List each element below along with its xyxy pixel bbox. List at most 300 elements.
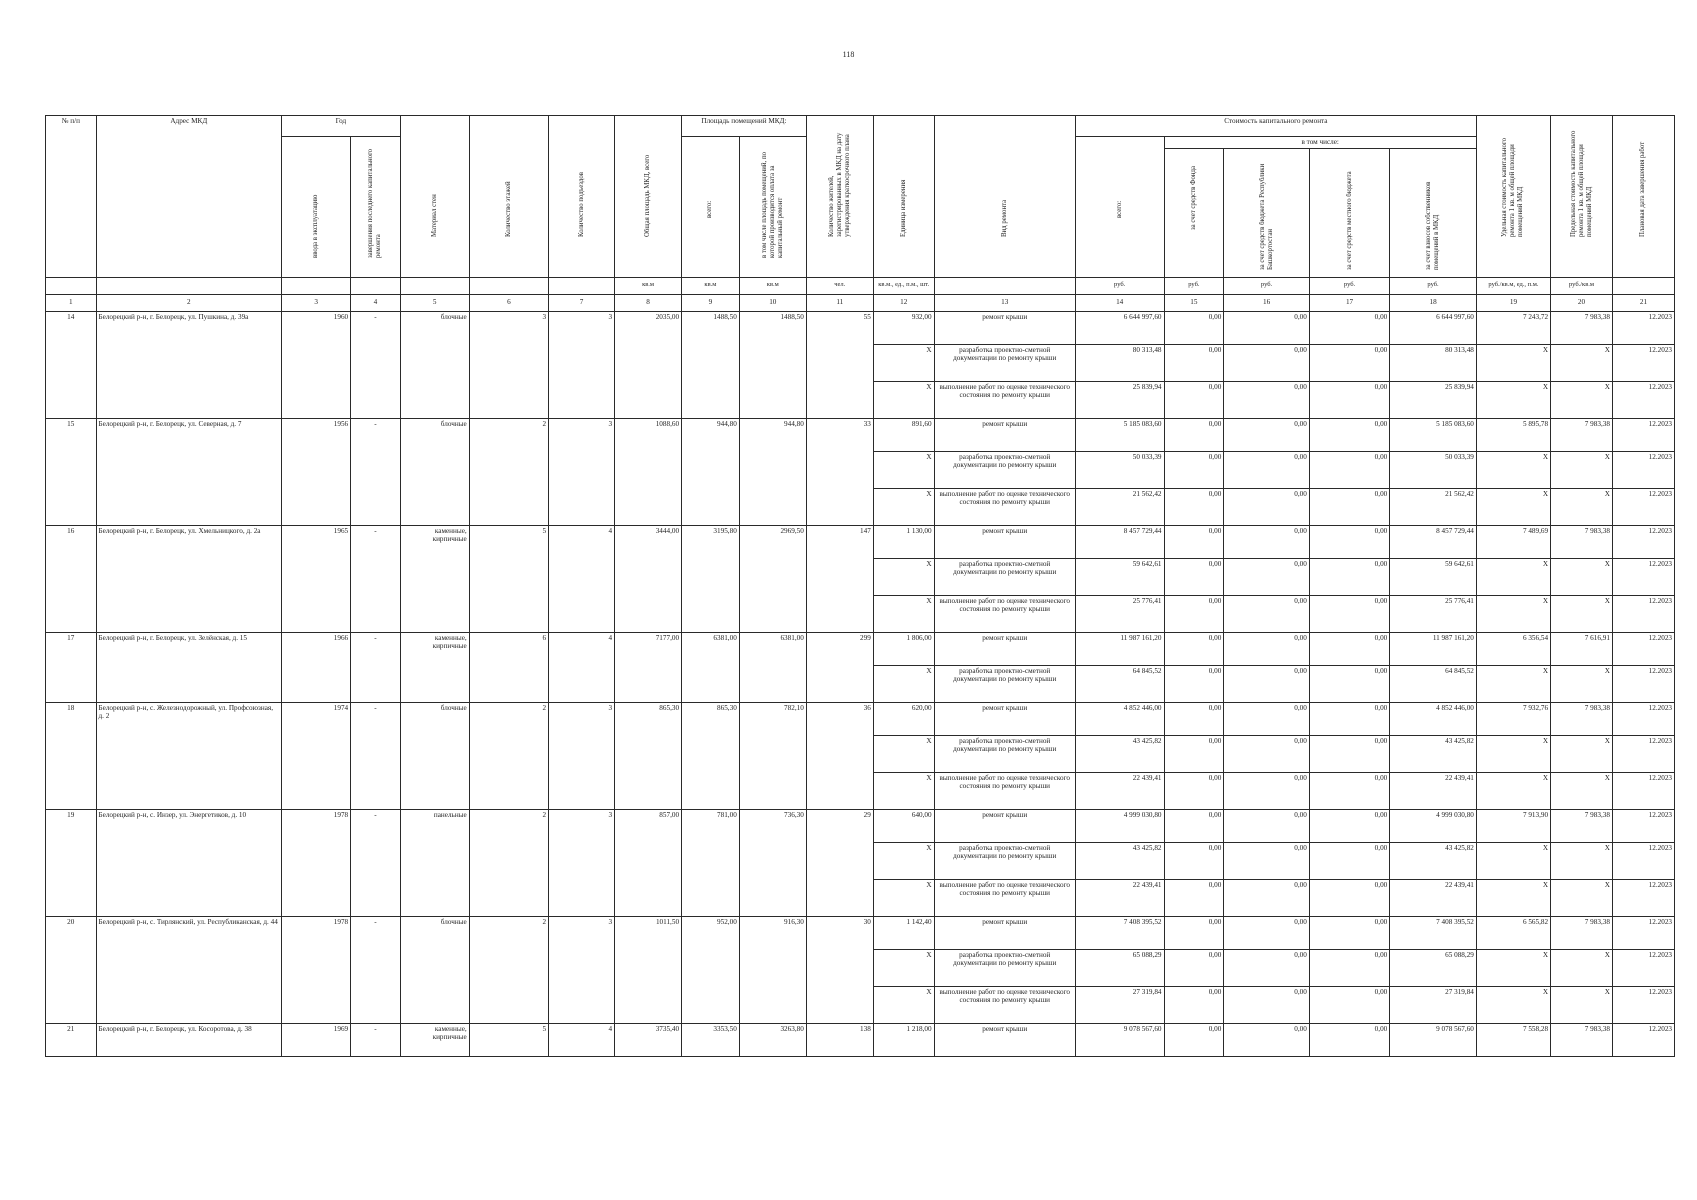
repair-plan-table — [45, 115, 1675, 1057]
cost-owners: 11 987 161,20 — [1390, 632, 1477, 665]
work-qty: X — [873, 558, 934, 595]
year-last-repair: - — [351, 1023, 401, 1056]
cost-local: 0,00 — [1309, 451, 1389, 488]
max-cost: X — [1551, 381, 1613, 418]
cost-owners: 80 313,48 — [1390, 344, 1477, 381]
max-cost: 7 616,91 — [1551, 632, 1613, 665]
cost-owners: 22 439,41 — [1390, 879, 1477, 916]
column-number: 12 — [873, 294, 934, 311]
col-area-all: всего: — [682, 137, 740, 278]
planned-date: 12.2023 — [1612, 809, 1674, 842]
cost-owners: 5 185 083,60 — [1390, 418, 1477, 451]
cost-owners: 25 776,41 — [1390, 595, 1477, 632]
unit-cost: 7 932,76 — [1476, 702, 1550, 735]
unit-cost: X — [1476, 488, 1550, 525]
entrances: 3 — [549, 311, 615, 418]
work-type: ремонт крыши — [934, 632, 1075, 665]
cost-owners: 27 319,84 — [1390, 986, 1477, 1023]
unit-cost: X — [1476, 949, 1550, 986]
work-type: выполнение работ по оценке технического состояния по ремонту крыши — [934, 381, 1075, 418]
col-entrances: Количество подъездов — [549, 116, 615, 278]
row-number: 21 — [46, 1023, 97, 1056]
area-all: 865,30 — [682, 702, 740, 809]
cost-total: 65 088,29 — [1075, 949, 1164, 986]
unit-cost: X — [1476, 558, 1550, 595]
max-cost: X — [1551, 665, 1613, 702]
cost-fund: 0,00 — [1164, 381, 1224, 418]
max-cost: 7 983,38 — [1551, 702, 1613, 735]
unit-14: руб. — [1075, 277, 1164, 294]
planned-date: 12.2023 — [1612, 842, 1674, 879]
cost-fund: 0,00 — [1164, 311, 1224, 344]
residents: 29 — [806, 809, 873, 916]
cost-owners: 25 839,94 — [1390, 381, 1477, 418]
floors: 2 — [469, 702, 548, 809]
unit-8: кв.м — [615, 277, 682, 294]
column-number: 13 — [934, 294, 1075, 311]
planned-date: 12.2023 — [1612, 986, 1674, 1023]
unit-cost: X — [1476, 879, 1550, 916]
header-row-top — [46, 116, 1675, 137]
unit-cost: 7 243,72 — [1476, 311, 1550, 344]
cost-republic: 0,00 — [1224, 879, 1310, 916]
house-address: Белорецкий р-н, г. Белорецк, ул. Хмельницкого, д. 2а — [96, 525, 282, 632]
house-address: Белорецкий р-н, г. Белорецк, ул. Косоротова, д. 38 — [96, 1023, 282, 1056]
col-max-cost: Предельная стоимость капитального ремонта 1 кв. м общей площади помещений МКД — [1551, 116, 1613, 278]
cost-local: 0,00 — [1309, 916, 1389, 949]
cost-fund: 0,00 — [1164, 665, 1224, 702]
work-qty: 620,00 — [873, 702, 934, 735]
cost-republic: 0,00 — [1224, 772, 1310, 809]
cost-republic: 0,00 — [1224, 418, 1310, 451]
work-type: разработка проектно-сметной документации по ремонту крыши — [934, 949, 1075, 986]
cost-total: 8 457 729,44 — [1075, 525, 1164, 558]
unit-17: руб. — [1309, 277, 1389, 294]
col-year-last-repair: завершения последнего капитального ремонта — [351, 137, 401, 278]
cost-owners: 8 457 729,44 — [1390, 525, 1477, 558]
planned-date: 12.2023 — [1612, 595, 1674, 632]
max-cost: X — [1551, 735, 1613, 772]
row-number: 19 — [46, 809, 97, 916]
column-number: 6 — [469, 294, 548, 311]
area-all: 6381,00 — [682, 632, 740, 702]
planned-date: 12.2023 — [1612, 735, 1674, 772]
table-row — [46, 311, 1675, 344]
floors: 6 — [469, 632, 548, 702]
cost-fund: 0,00 — [1164, 488, 1224, 525]
year-commission: 1978 — [282, 916, 351, 1023]
table-row — [46, 525, 1675, 558]
column-number: 3 — [282, 294, 351, 311]
cost-republic: 0,00 — [1224, 488, 1310, 525]
area-repair: 944,80 — [739, 418, 806, 525]
column-number: 16 — [1224, 294, 1310, 311]
unit-cost: X — [1476, 735, 1550, 772]
max-cost: X — [1551, 558, 1613, 595]
cost-owners: 4 852 446,00 — [1390, 702, 1477, 735]
work-qty: X — [873, 381, 934, 418]
floors: 5 — [469, 1023, 548, 1056]
cost-republic: 0,00 — [1224, 558, 1310, 595]
work-qty: X — [873, 949, 934, 986]
work-type: разработка проектно-сметной документации по ремонту крыши — [934, 735, 1075, 772]
cost-local: 0,00 — [1309, 525, 1389, 558]
col-residents: Количество жителей, зарегистрированных в МКД на дату утверждения краткосрочного плана — [806, 116, 873, 278]
cost-owners: 4 999 030,80 — [1390, 809, 1477, 842]
wall-material: каменные, кирпичные — [400, 632, 469, 702]
cost-total: 9 078 567,60 — [1075, 1023, 1164, 1056]
planned-date: 12.2023 — [1612, 772, 1674, 809]
wall-material: блочные — [400, 418, 469, 525]
table-body — [46, 311, 1675, 1056]
unit-cost: X — [1476, 595, 1550, 632]
cost-local: 0,00 — [1309, 311, 1389, 344]
unit-cost: 5 895,78 — [1476, 418, 1550, 451]
cost-fund: 0,00 — [1164, 772, 1224, 809]
cost-total: 25 839,94 — [1075, 381, 1164, 418]
residents: 299 — [806, 632, 873, 702]
cost-republic: 0,00 — [1224, 986, 1310, 1023]
cost-republic: 0,00 — [1224, 809, 1310, 842]
house-address: Белорецкий р-н, г. Белорецк, ул. Зелёнская, д. 15 — [96, 632, 282, 702]
col-cost-fund: за счет средств Фонда — [1164, 148, 1224, 277]
col-floors: Количество этажей — [469, 116, 548, 278]
year-commission: 1966 — [282, 632, 351, 702]
column-number: 10 — [739, 294, 806, 311]
table-row — [46, 632, 1675, 665]
cost-total: 22 439,41 — [1075, 879, 1164, 916]
entrances: 3 — [549, 418, 615, 525]
floors: 5 — [469, 525, 548, 632]
cost-fund: 0,00 — [1164, 595, 1224, 632]
unit-cost: X — [1476, 665, 1550, 702]
entrances: 4 — [549, 632, 615, 702]
planned-date: 12.2023 — [1612, 702, 1674, 735]
area-repair: 736,30 — [739, 809, 806, 916]
planned-date: 12.2023 — [1612, 451, 1674, 488]
planned-date: 12.2023 — [1612, 1023, 1674, 1056]
cost-total: 50 033,39 — [1075, 451, 1164, 488]
cost-total: 4 999 030,80 — [1075, 809, 1164, 842]
work-qty: X — [873, 986, 934, 1023]
cost-republic: 0,00 — [1224, 632, 1310, 665]
work-qty: X — [873, 879, 934, 916]
work-qty: X — [873, 488, 934, 525]
column-number: 21 — [1612, 294, 1674, 311]
cost-republic: 0,00 — [1224, 735, 1310, 772]
row-number: 15 — [46, 418, 97, 525]
cost-local: 0,00 — [1309, 381, 1389, 418]
work-qty: X — [873, 772, 934, 809]
cost-local: 0,00 — [1309, 665, 1389, 702]
row-number: 14 — [46, 311, 97, 418]
cost-local: 0,00 — [1309, 344, 1389, 381]
work-type: выполнение работ по оценке технического состояния по ремонту крыши — [934, 879, 1075, 916]
row-number: 18 — [46, 702, 97, 809]
cost-local: 0,00 — [1309, 842, 1389, 879]
max-cost: X — [1551, 451, 1613, 488]
total-area: 1088,60 — [615, 418, 682, 525]
cost-total: 25 776,41 — [1075, 595, 1164, 632]
unit-cost: X — [1476, 381, 1550, 418]
cost-total: 6 644 997,60 — [1075, 311, 1164, 344]
unit-cost: 6 565,82 — [1476, 916, 1550, 949]
max-cost: 7 983,38 — [1551, 1023, 1613, 1056]
residents: 36 — [806, 702, 873, 809]
total-area: 2035,00 — [615, 311, 682, 418]
col-cost-total: всего: — [1075, 137, 1164, 278]
work-qty: X — [873, 735, 934, 772]
col-year-group: Год — [282, 116, 401, 137]
column-number: 2 — [96, 294, 282, 311]
house-address: Белорецкий р-н, г. Белорецк, ул. Северная, д. 7 — [96, 418, 282, 525]
cost-local: 0,00 — [1309, 1023, 1389, 1056]
cost-total: 64 845,52 — [1075, 665, 1164, 702]
col-cost-owners: за счет взносов собственников помещений в МКД — [1390, 148, 1477, 277]
column-number: 11 — [806, 294, 873, 311]
year-last-repair: - — [351, 311, 401, 418]
work-qty: X — [873, 842, 934, 879]
column-number: 19 — [1476, 294, 1550, 311]
max-cost: X — [1551, 344, 1613, 381]
col-total-area: Общая площадь МКД, всего — [615, 116, 682, 278]
house-address: Белорецкий р-н, с. Тирлянский, ул. Республиканская, д. 44 — [96, 916, 282, 1023]
total-area: 3444,00 — [615, 525, 682, 632]
year-last-repair: - — [351, 809, 401, 916]
cost-republic: 0,00 — [1224, 525, 1310, 558]
col-cost-local: за счет средств местного бюджета — [1309, 148, 1389, 277]
cost-fund: 0,00 — [1164, 842, 1224, 879]
cost-fund: 0,00 — [1164, 702, 1224, 735]
work-qty: 1 130,00 — [873, 525, 934, 558]
cost-fund: 0,00 — [1164, 1023, 1224, 1056]
unit-cost: 7 489,69 — [1476, 525, 1550, 558]
residents: 30 — [806, 916, 873, 1023]
cost-local: 0,00 — [1309, 702, 1389, 735]
column-number: 5 — [400, 294, 469, 311]
house-address: Белорецкий р-н, с. Инзер, ул. Энергетиков, д. 10 — [96, 809, 282, 916]
max-cost: X — [1551, 772, 1613, 809]
cost-local: 0,00 — [1309, 558, 1389, 595]
row-number: 16 — [46, 525, 97, 632]
col-wall-material: Материал стен — [400, 116, 469, 278]
cost-total: 21 562,42 — [1075, 488, 1164, 525]
area-repair: 2969,50 — [739, 525, 806, 632]
entrances: 3 — [549, 702, 615, 809]
area-all: 944,80 — [682, 418, 740, 525]
total-area: 3735,40 — [615, 1023, 682, 1056]
planned-date: 12.2023 — [1612, 525, 1674, 558]
work-qty: X — [873, 451, 934, 488]
table-row — [46, 1023, 1675, 1056]
cost-republic: 0,00 — [1224, 702, 1310, 735]
unit-cost: 7 913,90 — [1476, 809, 1550, 842]
area-all: 1488,50 — [682, 311, 740, 418]
wall-material: блочные — [400, 702, 469, 809]
work-type: ремонт крыши — [934, 311, 1075, 344]
table-row — [46, 702, 1675, 735]
unit-16: руб. — [1224, 277, 1310, 294]
cost-fund: 0,00 — [1164, 809, 1224, 842]
col-cost-group: Стоимость капитального ремонта — [1075, 116, 1476, 137]
work-type: разработка проектно-сметной документации по ремонту крыши — [934, 344, 1075, 381]
col-cost-republic: за счет средств бюджета Республики Башкортостан — [1224, 148, 1310, 277]
col-premises-area: Площадь помещений МКД: — [682, 116, 807, 137]
cost-owners: 9 078 567,60 — [1390, 1023, 1477, 1056]
unit-15: руб. — [1164, 277, 1224, 294]
cost-local: 0,00 — [1309, 735, 1389, 772]
column-number: 8 — [615, 294, 682, 311]
year-last-repair: - — [351, 632, 401, 702]
area-repair: 782,10 — [739, 702, 806, 809]
table-row — [46, 916, 1675, 949]
max-cost: X — [1551, 842, 1613, 879]
year-commission: 1956 — [282, 418, 351, 525]
planned-date: 12.2023 — [1612, 311, 1674, 344]
cost-total: 11 987 161,20 — [1075, 632, 1164, 665]
table-row — [46, 809, 1675, 842]
planned-date: 12.2023 — [1612, 558, 1674, 595]
year-commission: 1974 — [282, 702, 351, 809]
planned-date: 12.2023 — [1612, 916, 1674, 949]
column-numbers-row — [46, 294, 1675, 311]
floors: 3 — [469, 311, 548, 418]
col-row-num: № п/п — [46, 116, 97, 278]
entrances: 3 — [549, 809, 615, 916]
cost-local: 0,00 — [1309, 986, 1389, 1023]
unit-10: кв.м — [739, 277, 806, 294]
column-number: 15 — [1164, 294, 1224, 311]
year-commission: 1969 — [282, 1023, 351, 1056]
residents: 55 — [806, 311, 873, 418]
column-number: 9 — [682, 294, 740, 311]
cost-owners: 6 644 997,60 — [1390, 311, 1477, 344]
column-number: 1 — [46, 294, 97, 311]
cost-republic: 0,00 — [1224, 381, 1310, 418]
unit-20: руб./кв.м — [1551, 277, 1613, 294]
cost-owners: 59 642,61 — [1390, 558, 1477, 595]
cost-fund: 0,00 — [1164, 558, 1224, 595]
column-number: 4 — [351, 294, 401, 311]
entrances: 4 — [549, 1023, 615, 1056]
cost-local: 0,00 — [1309, 879, 1389, 916]
work-type: ремонт крыши — [934, 418, 1075, 451]
work-type: выполнение работ по оценке технического состояния по ремонту крыши — [934, 488, 1075, 525]
planned-date: 12.2023 — [1612, 488, 1674, 525]
column-number: 18 — [1390, 294, 1477, 311]
column-number: 14 — [1075, 294, 1164, 311]
work-qty: 1 218,00 — [873, 1023, 934, 1056]
planned-date: 12.2023 — [1612, 879, 1674, 916]
unit-cost: X — [1476, 772, 1550, 809]
table-row — [46, 418, 1675, 451]
unit-cost: X — [1476, 986, 1550, 1023]
cost-republic: 0,00 — [1224, 916, 1310, 949]
column-number: 17 — [1309, 294, 1389, 311]
wall-material: каменные, кирпичные — [400, 1023, 469, 1056]
work-qty: 932,00 — [873, 311, 934, 344]
planned-date: 12.2023 — [1612, 381, 1674, 418]
wall-material: блочные — [400, 311, 469, 418]
cost-fund: 0,00 — [1164, 632, 1224, 665]
cost-republic: 0,00 — [1224, 311, 1310, 344]
area-all: 952,00 — [682, 916, 740, 1023]
year-commission: 1960 — [282, 311, 351, 418]
year-commission: 1978 — [282, 809, 351, 916]
work-type: выполнение работ по оценке технического состояния по ремонту крыши — [934, 986, 1075, 1023]
wall-material: каменные, кирпичные — [400, 525, 469, 632]
cost-fund: 0,00 — [1164, 418, 1224, 451]
work-type: разработка проектно-сметной документации по ремонту крыши — [934, 665, 1075, 702]
floors: 2 — [469, 916, 548, 1023]
max-cost: 7 983,38 — [1551, 916, 1613, 949]
row-number: 17 — [46, 632, 97, 702]
max-cost: X — [1551, 949, 1613, 986]
work-qty: 640,00 — [873, 809, 934, 842]
col-unit-cost: Удельная стоимость капитального ремонта 1 кв. м общей площади помещений МКД — [1476, 116, 1550, 278]
total-area: 865,30 — [615, 702, 682, 809]
page-number: 118 — [842, 50, 855, 59]
residents: 33 — [806, 418, 873, 525]
cost-total: 5 185 083,60 — [1075, 418, 1164, 451]
work-qty: 1 806,00 — [873, 632, 934, 665]
cost-owners: 65 088,29 — [1390, 949, 1477, 986]
cost-republic: 0,00 — [1224, 451, 1310, 488]
residents: 138 — [806, 1023, 873, 1056]
cost-local: 0,00 — [1309, 418, 1389, 451]
work-type: ремонт крыши — [934, 809, 1075, 842]
house-address: Белорецкий р-н, с. Железнодорожный, ул. Профсоюзная, д. 2 — [96, 702, 282, 809]
cost-fund: 0,00 — [1164, 949, 1224, 986]
cost-republic: 0,00 — [1224, 949, 1310, 986]
unit-cost: X — [1476, 344, 1550, 381]
work-type: разработка проектно-сметной документации по ремонту крыши — [934, 451, 1075, 488]
cost-republic: 0,00 — [1224, 665, 1310, 702]
col-year-commission: ввода в эксплуатацию — [282, 137, 351, 278]
work-qty: X — [873, 595, 934, 632]
cost-fund: 0,00 — [1164, 916, 1224, 949]
max-cost: X — [1551, 488, 1613, 525]
cost-owners: 7 408 395,52 — [1390, 916, 1477, 949]
area-all: 3195,80 — [682, 525, 740, 632]
planned-date: 12.2023 — [1612, 632, 1674, 665]
cost-fund: 0,00 — [1164, 879, 1224, 916]
work-type: ремонт крыши — [934, 1023, 1075, 1056]
column-number: 7 — [549, 294, 615, 311]
planned-date: 12.2023 — [1612, 949, 1674, 986]
cost-local: 0,00 — [1309, 949, 1389, 986]
entrances: 4 — [549, 525, 615, 632]
cost-total: 27 319,84 — [1075, 986, 1164, 1023]
work-qty: X — [873, 665, 934, 702]
cost-republic: 0,00 — [1224, 344, 1310, 381]
unit-cost: X — [1476, 842, 1550, 879]
work-type: ремонт крыши — [934, 702, 1075, 735]
area-all: 3353,50 — [682, 1023, 740, 1056]
unit-12: кв.м., ед., п.м., шт. — [873, 277, 934, 294]
col-area-repair: в том числе площадь помещений, по которой производится оплата за капитальный ремонт — [739, 137, 806, 278]
cost-local: 0,00 — [1309, 595, 1389, 632]
planned-date: 12.2023 — [1612, 418, 1674, 451]
cost-total: 43 425,82 — [1075, 735, 1164, 772]
col-unit: Единица измерения — [873, 116, 934, 278]
cost-owners: 64 845,52 — [1390, 665, 1477, 702]
work-qty: 1 142,40 — [873, 916, 934, 949]
col-planned-date: Плановая дата завершения работ — [1612, 116, 1674, 278]
total-area: 7177,00 — [615, 632, 682, 702]
year-commission: 1965 — [282, 525, 351, 632]
floors: 2 — [469, 418, 548, 525]
